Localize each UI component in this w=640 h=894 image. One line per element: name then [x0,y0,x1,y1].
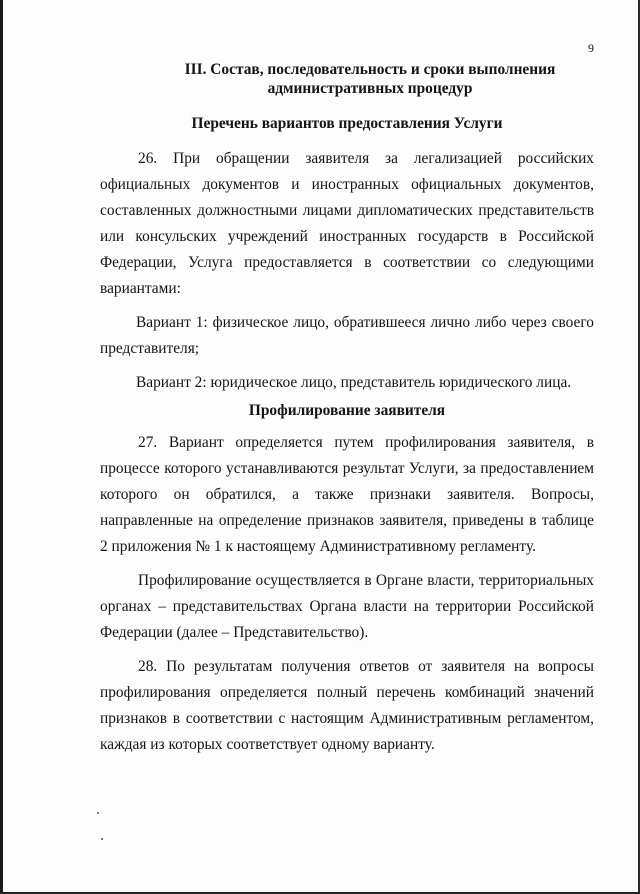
paragraph-profiling-location: Профилирование осуществляется в Органе власти, территориальных органах – представительствах Органа власти на территории Российской Федерации (далее – Представительство). [100,572,594,641]
subsection-title-variants: Перечень вариантов предоставления Услуги [191,115,503,132]
section-title: III. Состав, последовательность и сроки выполнения административных процедур [184,61,556,97]
paragraph-27: 27. Вариант определяется путем профилирования заявителя, в процессе которого устанавливаются результат Услуги, за предоставлением которого он обратился, а также признаки заявителя. Вопросы, направленные на определение признаков заявителя, приведены в таблице 2 приложения № 1 к настоящему Административному регламенту. [100,434,594,555]
paragraph-variant-1: Вариант 1: физическое лицо, обратившееся лично либо через своего представителя; [100,314,594,357]
variants-section-body [100,146,594,396]
paragraph-26: 26. При обращении заявителя за легализацией российских официальных документов и иностранных официальных документов, составленных должностными лицами дипломатических представительств или консульских учреждений иностранных государств в Российской Федерации, Услуга предоставляется в соответствии со следующими вариантами: [100,150,594,297]
page-number: 9 [588,41,594,55]
scan-speck [97,812,99,814]
profiling-section-body [100,430,594,758]
subsection-title-profiling: Профилирование заявителя [248,402,446,419]
scan-speck [101,838,103,840]
paragraph-28: 28. По результатам получения ответов от заявителя на вопросы профилирования определяется полный перечень комбинаций значений признаков в соответствии с настоящим Административным регламентом, каждая из которых соответствует одному варианту. [100,658,594,753]
scan-edge-left [0,0,3,894]
paragraph-variant-2: Вариант 2: юридическое лицо, представитель юридического лица. [136,374,572,391]
